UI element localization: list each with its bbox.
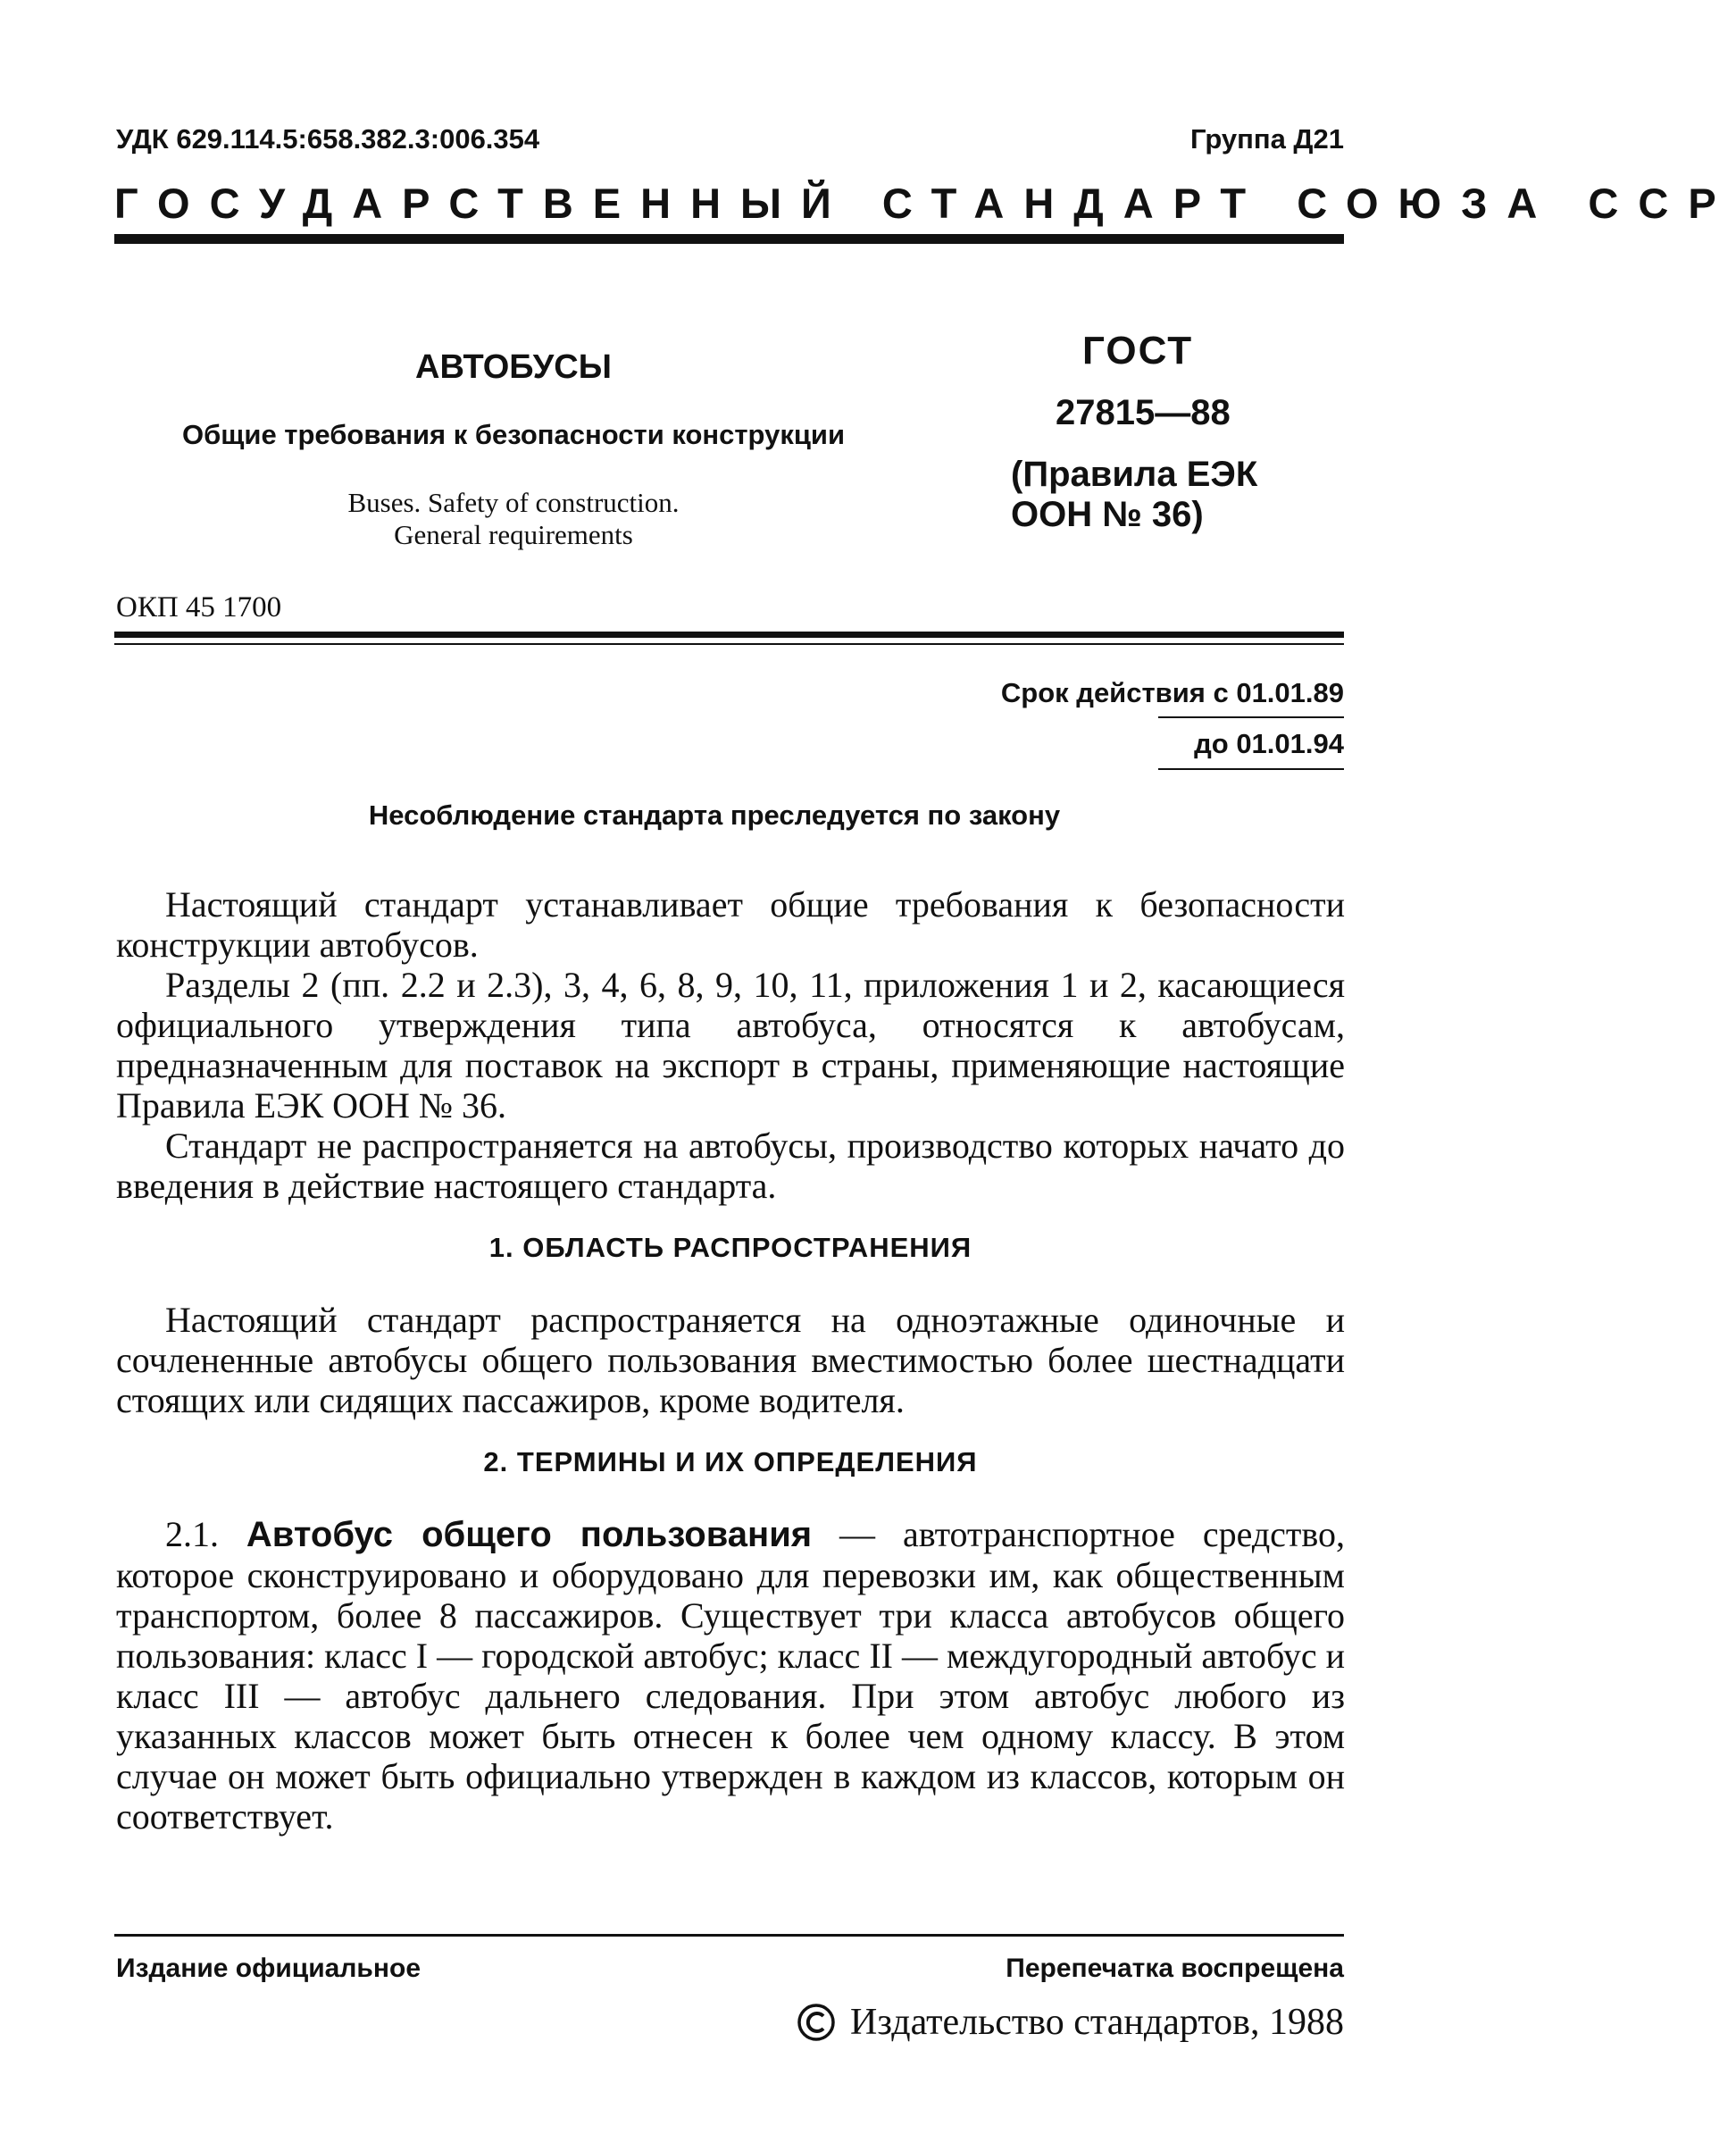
copyright-line — [797, 2001, 1344, 2044]
intro-paragraph-2: Разделы 2 (пп. 2.2 и 2.3), 3, 4, 6, 8, 9, 10, 11, приложения 1 и 2, касающиеся официального утверждения типа автобуса, относятся к автобусам, предназначенным для поставок на экспорт в страны, применяющие настоящие Правила ЕЭК ООН № 36. — [116, 965, 1345, 1126]
reprint-notice: Перепечатка воспрещена — [1006, 1954, 1344, 1983]
state-standard-banner: ГОСУДАРСТВЕННЫЙ СТАНДАРТ СОЮЗА ССР — [114, 180, 1736, 227]
edition-label: Издание официальное — [116, 1954, 421, 1983]
okp-rule-thick — [114, 632, 1344, 638]
intro-paragraph-1: Настоящий стандарт устанавливает общие требования к безопасности конструкции автобусов. — [116, 884, 1345, 965]
udk-code: УДК 629.114.5:658.382.3:006.354 — [116, 123, 540, 155]
document-body — [116, 884, 1345, 1837]
law-notice: Несоблюдение стандарта преследуется по закону — [368, 799, 1061, 831]
footer-rule — [114, 1934, 1344, 1937]
validity-from: Срок действия с 01.01.89 — [1000, 677, 1344, 708]
gost-number: 27815—88 — [1056, 393, 1231, 432]
english-title-line1: Buses. Safety of construction. — [347, 487, 680, 518]
section-1-paragraph: Настоящий стандарт распространяется на одноэтажные одиночные и сочлененные автобусы общего пользования вместимостью более шестнадцати стоящих или сидящих пассажиров, кроме водителя. — [116, 1300, 1345, 1420]
section-2-1-paragraph — [116, 1514, 1345, 1837]
group-code: Группа Д21 — [1189, 123, 1344, 155]
section-2-heading: 2. ТЕРМИНЫ И ИХ ОПРЕДЕЛЕНИЯ — [483, 1446, 978, 1477]
section-2-1-definition: — автотранспортное средство, которое сконструировано и оборудовано для перевозки им, как общественным транспортом, более 8 пассажиров. Существует три класса автобусов общего пользования: класс I — городской автобус; класс II — междугородный автобус и класс III — автобус дальнего следования. При этом автобус любого из указанных классов может быть отнесен к более чем одному классу. В этом случае он может быть официально утвержден в каждом из классов, которым он соответствует. — [116, 1514, 1346, 1837]
intro-paragraph-3: Стандарт не распространяется на автобусы, производство которых начато до введения в действие настоящего стандарта. — [116, 1126, 1345, 1206]
title-block — [134, 339, 893, 551]
gost-label: ГОСТ — [1082, 329, 1194, 372]
section-1-heading: 1. ОБЛАСТЬ РАСПРОСТРАНЕНИЯ — [488, 1232, 972, 1263]
okp-rule-thin — [114, 643, 1344, 645]
validity-rule-2 — [1158, 768, 1344, 770]
validity-to: до 01.01.94 — [1194, 728, 1344, 759]
ece-rule-line1: (Правила ЕЭК — [1011, 455, 1258, 494]
ece-rule-line2: ООН № 36) — [1011, 495, 1204, 534]
english-title-line2: General requirements — [394, 519, 633, 550]
validity-rule-1 — [1158, 716, 1344, 718]
document-title: АВТОБУСЫ — [415, 348, 612, 386]
document-subtitle: Общие требования к безопасности конструкции — [181, 419, 846, 450]
section-2-1-number: 2.1. — [165, 1514, 219, 1554]
okp-code: ОКП 45 1700 — [116, 591, 282, 623]
header-rule-thick — [114, 234, 1344, 244]
copyright-icon — [797, 2003, 836, 2042]
gost-number-block — [1011, 329, 1332, 535]
section-2-1-term: Автобус общего пользования — [246, 1515, 813, 1554]
copyright-text: Издательство стандартов, 1988 — [850, 2002, 1344, 2043]
